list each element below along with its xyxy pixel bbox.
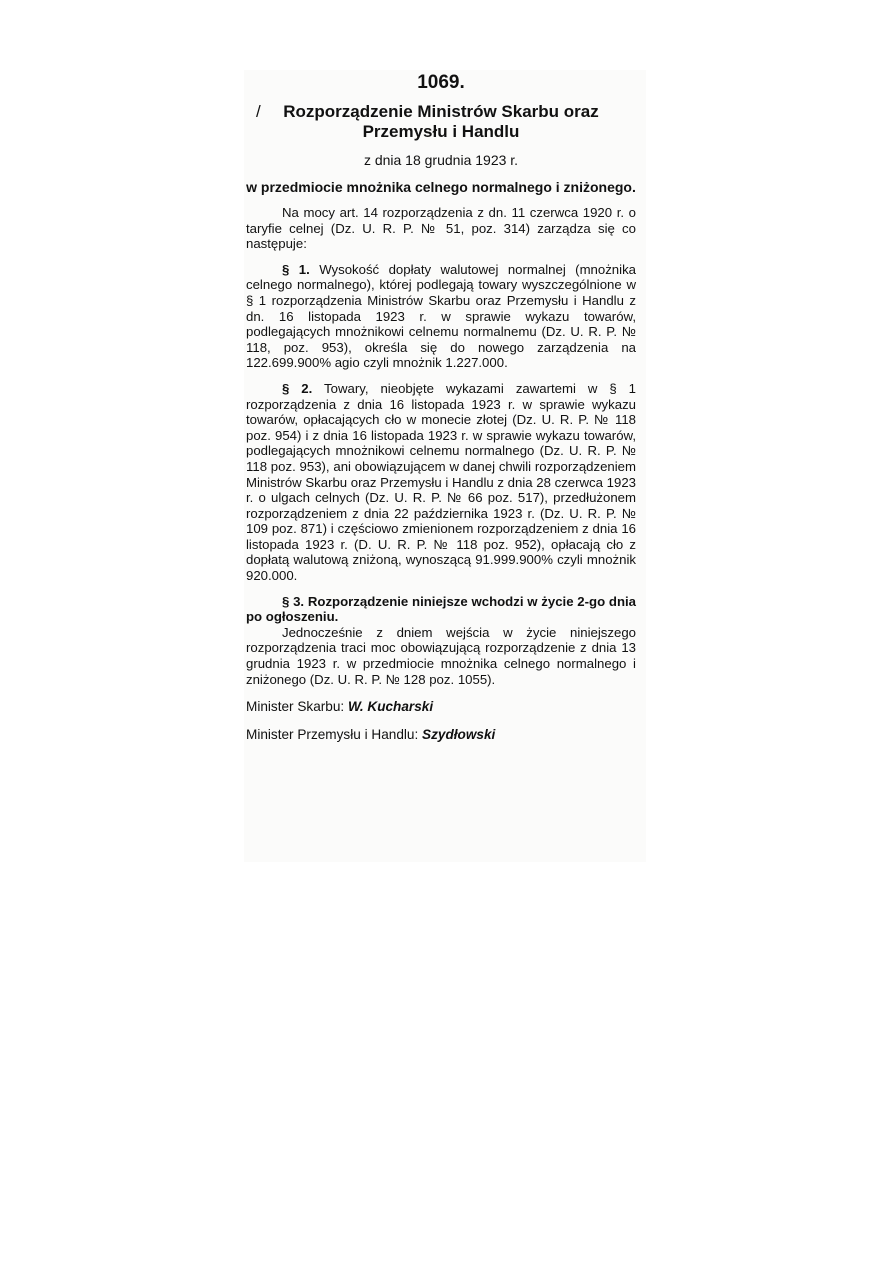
section-2	[246, 381, 636, 584]
section-3-mark: § 3.	[282, 593, 305, 609]
section-2-text: Towary, nieobjęte wykazami zawartemi w § 1 rozporządzenia z dnia 16 listopada 1923 r. w sprawie wykazu towarów, opłacających cło w monecie złotej (Dz. U. R. P. № 118 poz. 954) i z dnia 16 listopada 1923 r. w sprawie wykazu towarów, podlegających mnożnikowi celnemu normalnego (Dz. U. R. P. № 118 poz. 953), ani obowiązującem w danej chwili rozporządzeniem Ministrów Skarbu oraz Przemysłu i Handlu z dnia 28 czerwca 1923 r. o ulgach celnych (Dz. U. R. P. № 66 poz. 517), przedłużonem rozporządzeniem z dnia 22 października 1923 r. (Dz. U. R. P. № 109 poz. 871) i częściowo zmienionem rozporządzeniem z dnia 16 listopada 1923 r. (D. U. R. P. № 118 poz. 952), opłacają cło z dopłatą walutową zniżoną, wynoszącą 91.999.900% czyli mnożnik 920.000.	[246, 380, 637, 584]
section-3	[246, 594, 636, 625]
section-1-text: Wysokość dopłaty walutowej normalnej (mnożnika celnego normalnego), której podlegają towary wyszczególnione w § 1 rozporządzenia Ministrów Skarbu oraz Przemysłu i Handlu z dn. 16 listopada 1923 r. w sprawie wykazu towarów, podlegających mnożnikowi celnemu normalnemu (Dz. U. R. P. № 118, poz. 953), określa się do nowego zarządzenia na 122.699.900% agio czyli mnożnik 1.227.000.	[246, 261, 637, 371]
section-1	[246, 262, 636, 371]
section-3-text: Rozporządzenie niniejsze wchodzi w życie 2-go dnia po ogłoszeniu.	[246, 593, 637, 625]
section-1-mark: § 1.	[282, 261, 310, 277]
section-3-continuation: Jednocześnie z dniem wejścia w życie niniejszego rozporządzenia traci moc obowiązującą rozporządzenie z dnia 13 grudnia 1923 r. w przedmiocie mnożnika celnego normalnego i zniżonego (Dz. U. R. P. № 128 poz. 1055).	[246, 624, 636, 687]
signature-1-name: W. Kucharski	[348, 699, 434, 715]
intro-paragraph: Na mocy art. 14 rozporządzenia z dn. 11 czerwca 1920 r. o taryfie celnej (Dz. U. R. P. № 51, poz. 314) zarządza się co następuje:	[246, 205, 636, 252]
document-title-block	[246, 102, 636, 142]
document-number: 1069.	[417, 72, 465, 93]
title-margin-mark: /	[256, 102, 261, 121]
document-title: Rozporządzenie Ministrów Skarbu oraz Przemysłu i Handlu	[283, 102, 599, 141]
document-subject: w przedmiocie mnożnika celnego normalnego i zniżonego.	[246, 179, 636, 195]
section-2-mark: § 2.	[282, 380, 313, 396]
signature-2-name: Szydłowski	[422, 727, 496, 743]
signature-1-label: Minister Skarbu:	[246, 699, 345, 715]
signature-2-label: Minister Przemysłu i Handlu:	[246, 727, 419, 743]
signature-minister-przemyslu	[246, 727, 636, 743]
signature-minister-skarbu	[246, 699, 636, 715]
document-date: z dnia 18 grudnia 1923 r.	[363, 152, 519, 168]
document-page	[246, 72, 636, 862]
